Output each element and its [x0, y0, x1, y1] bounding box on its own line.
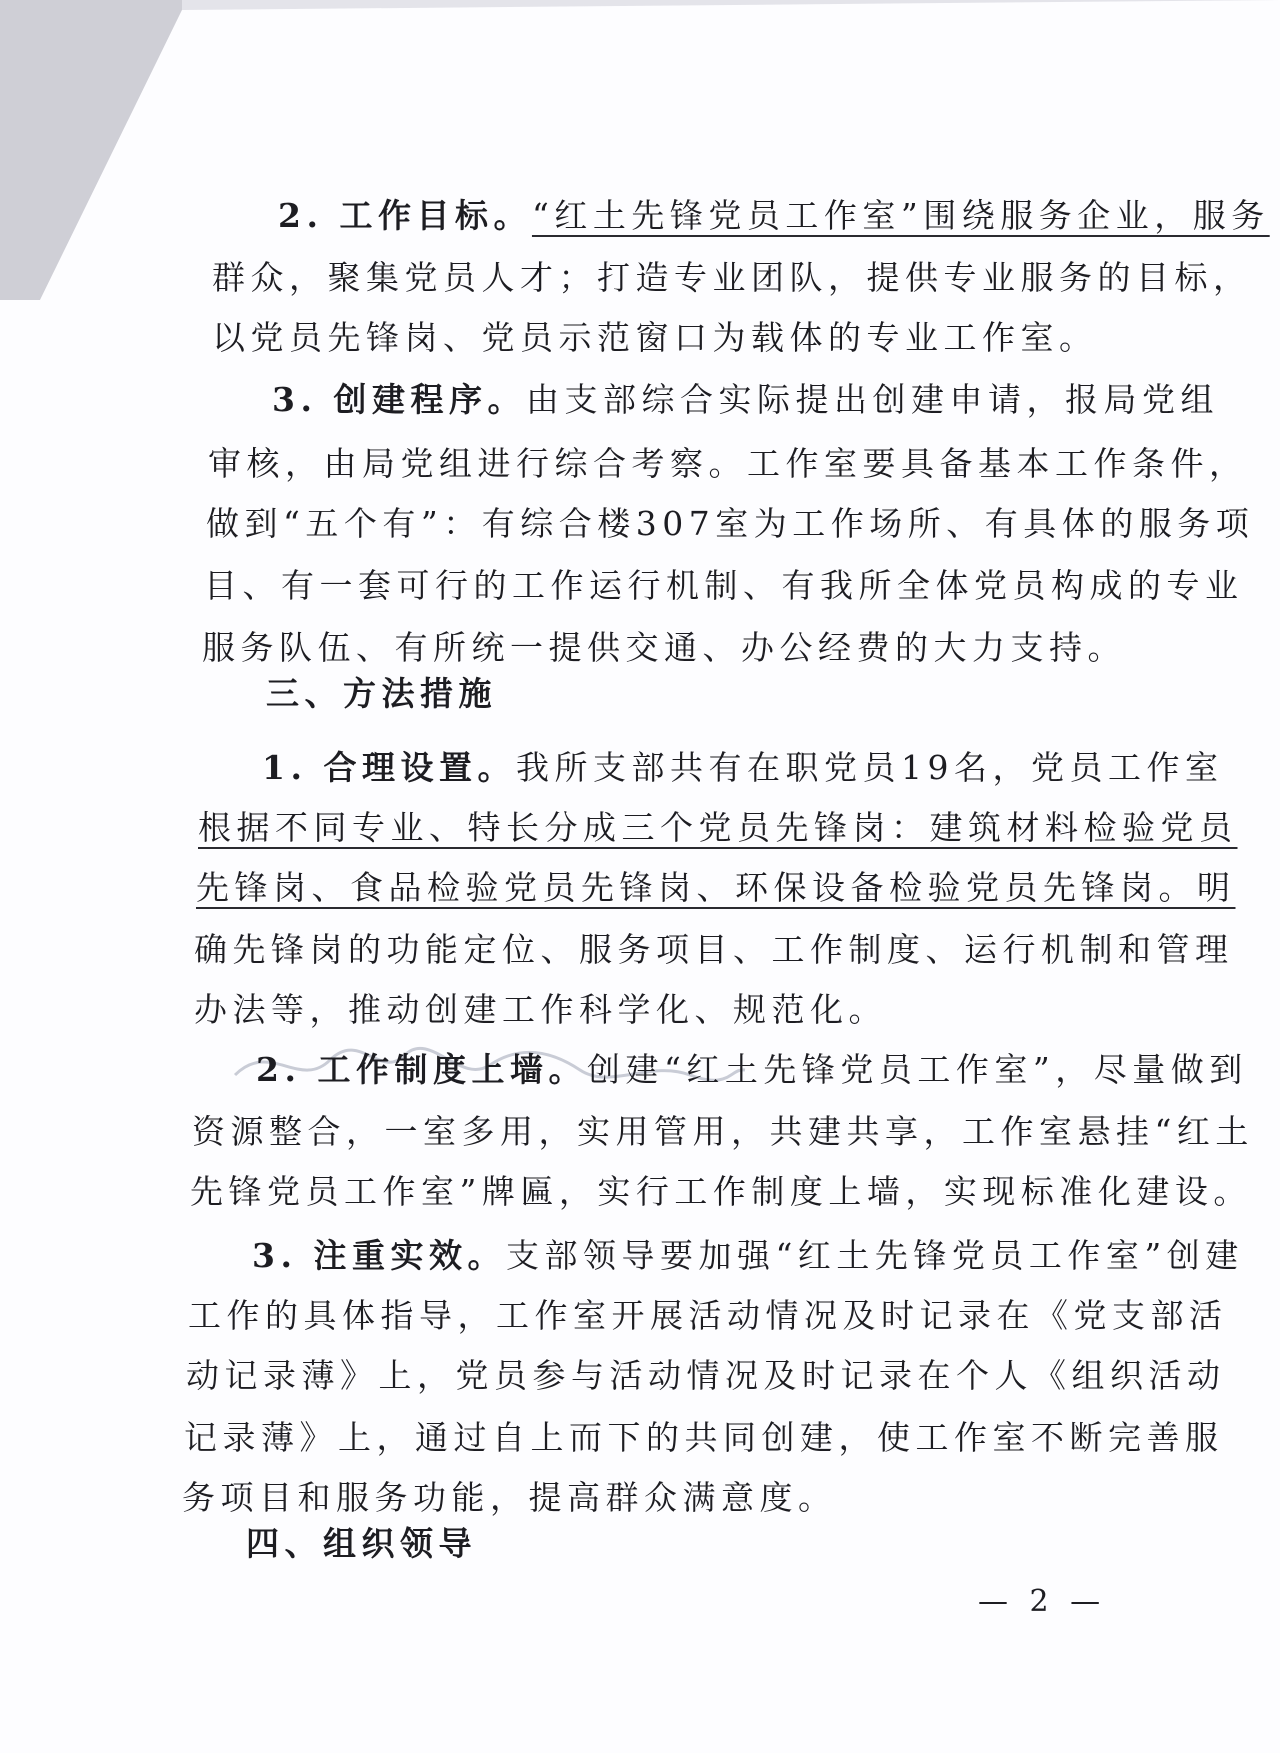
paragraph-setup-line-1: 1. 合理设置。我所支部共有在职党员19名，党员工作室	[262, 748, 1224, 787]
paragraph-rules-line-2: 资源整合，一室多用，实用管用，共建共享，工作室悬挂“红土	[192, 1112, 1254, 1151]
paragraph-goal-line-1: 2. 工作目标。“红土先锋党员工作室”围绕服务企业，服务	[278, 196, 1270, 235]
paragraph-procedure-line-4: 目、有一套可行的工作运行机制、有我所全体党员构成的专业	[204, 566, 1244, 605]
paragraph-rules-line-3: 先锋党员工作室”牌匾，实行工作制度上墙，实现标准化建设。	[190, 1172, 1252, 1211]
paragraph-procedure-line-2: 审核，由局党组进行综合考察。工作室要具备基本工作条件，	[208, 444, 1248, 483]
paragraph-goal-line-3: 以党员先锋岗、党员示范窗口为载体的专业工作室。	[212, 318, 1098, 357]
page-number: — 2 —	[978, 1584, 1107, 1619]
paragraph-procedure-line-1: 3. 创建程序。由支部综合实际提出创建申请，报局党组	[272, 380, 1219, 419]
paragraph-rules-line-1: 2. 工作制度上墙。创建“红土先锋党员工作室”，尽量做到	[256, 1050, 1248, 1089]
paragraph-effect-line-2: 工作的具体指导，工作室开展活动情况及时记录在《党支部活	[188, 1296, 1228, 1335]
paragraph-setup-line-4: 确先锋岗的功能定位、服务项目、工作制度、运行机制和管理	[194, 930, 1234, 969]
paragraph-procedure-line-5: 服务队伍、有所统一提供交通、办公经费的大力支持。	[202, 628, 1126, 667]
paragraph-effect-line-1: 3. 注重实效。支部领导要加强“红土先锋党员工作室”创建	[252, 1236, 1244, 1275]
paragraph-setup-line-5: 办法等，推动创建工作科学化、规范化。	[194, 990, 887, 1029]
paragraph-effect-line-5: 务项目和服务功能，提高群众满意度。	[182, 1478, 837, 1517]
section-heading-methods: 三、方法措施	[266, 674, 497, 713]
paragraph-effect-line-4: 记录薄》上，通过自上而下的共同创建，使工作室不断完善服	[184, 1418, 1224, 1457]
paragraph-setup-line-2: 根据不同专业、特长分成三个党员先锋岗：建筑材料检验党员	[198, 808, 1238, 847]
paragraph-effect-line-3: 动记录薄》上，党员参与活动情况及时记录在个人《组织活动	[186, 1356, 1226, 1395]
section-heading-leadership: 四、组织领导	[246, 1524, 477, 1563]
paragraph-goal-line-2: 群众，聚集党员人才；打造专业团队，提供专业服务的目标，	[212, 258, 1252, 297]
paragraph-procedure-line-3: 做到“五个有”：有综合楼307室为工作场所、有具体的服务项	[206, 504, 1255, 543]
paragraph-setup-line-3: 先锋岗、食品检验党员先锋岗、环保设备检验党员先锋岗。明	[196, 868, 1236, 907]
